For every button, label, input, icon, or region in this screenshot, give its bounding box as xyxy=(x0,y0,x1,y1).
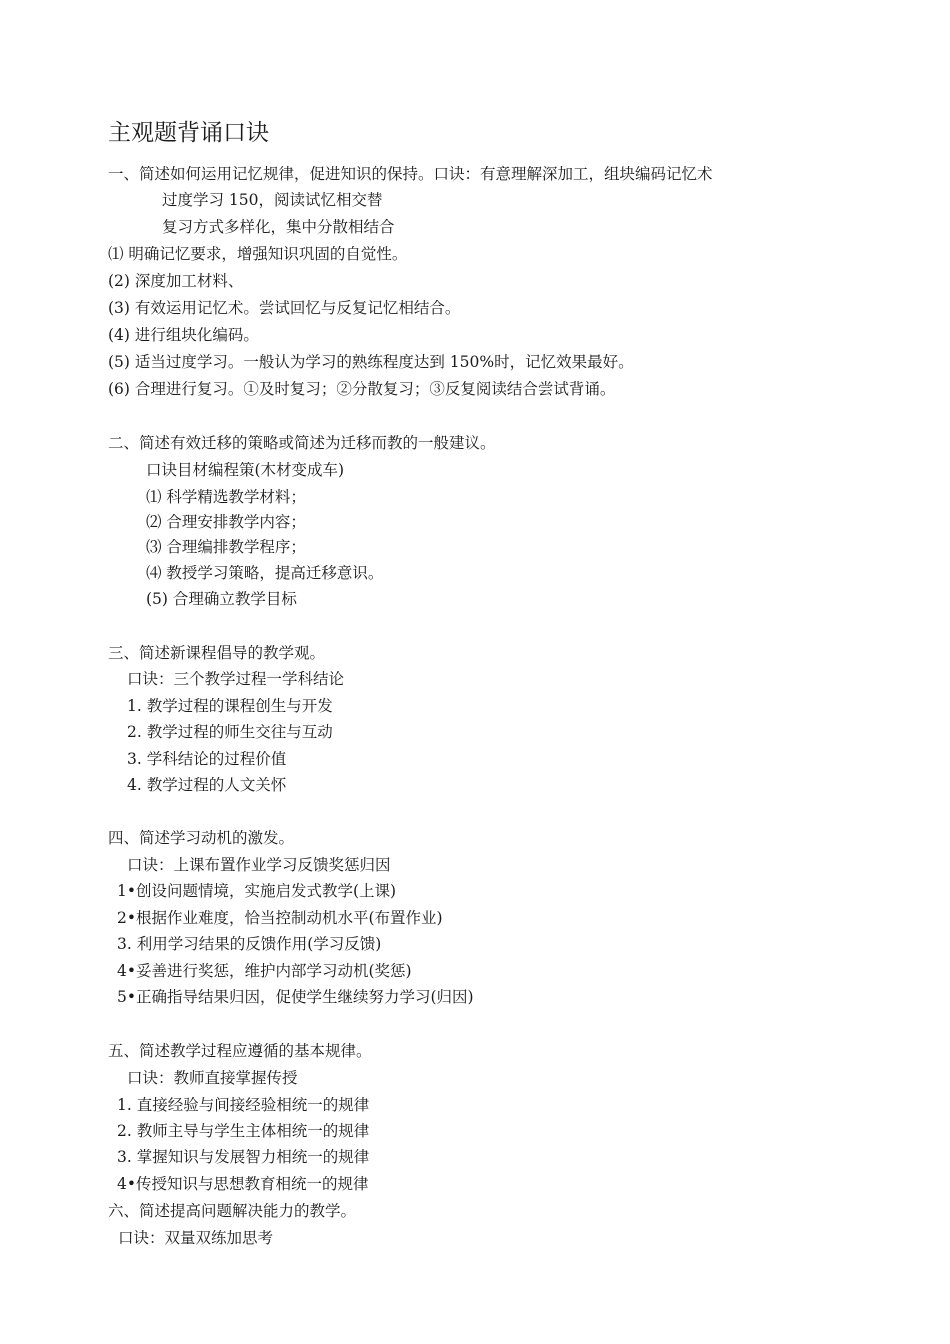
section-6-mnemonic: 口诀：双量双练加思考 xyxy=(118,1229,274,1247)
section-3-item: 4. 教学过程的人文关怀 xyxy=(127,776,287,794)
section-5-heading: 五、简述教学过程应遵循的基本规律。 xyxy=(108,1042,372,1060)
section-2-item: (5) 合理确立教学目标 xyxy=(146,590,297,608)
section-4-item: 3. 利用学习结果的反馈作用(学习反馈) xyxy=(117,935,382,953)
section-5-item: 2. 教师主导与学生主体相统一的规律 xyxy=(117,1122,370,1140)
section-4-item: 1•创设问题情境，实施启发式教学(上课) xyxy=(117,882,397,900)
section-4-item: 2•根据作业难度，恰当控制动机水平(布置作业) xyxy=(117,909,443,927)
section-1-item: ⑴ 明确记忆要求，增强知识巩固的自觉性。 xyxy=(108,245,408,263)
section-4-heading: 四、简述学习动机的激发。 xyxy=(108,829,295,847)
section-5-item: 4•传授知识与思想教育相统一的规律 xyxy=(117,1175,369,1193)
section-3-item: 1. 教学过程的课程创生与开发 xyxy=(127,697,333,715)
section-4-item: 5•正确指导结果归因，促使学生继续努力学习(归因) xyxy=(117,988,474,1006)
section-6-heading: 六、简述提高问题解决能力的教学。 xyxy=(108,1202,357,1220)
section-1-mnemonic-line-2: 复习方式多样化，集中分散相结合 xyxy=(162,218,395,236)
section-1-item: (4) 进行组块化编码。 xyxy=(108,326,259,344)
section-1-item: (3) 有效运用记忆术。尝试回忆与反复记忆相结合。 xyxy=(108,299,461,317)
section-2-item: ⑶ 合理编排教学程序； xyxy=(146,538,306,556)
section-2-heading: 二、简述有效迁移的策略或简述为迁移而教的一般建议。 xyxy=(108,434,496,452)
section-5-item: 1. 直接经验与间接经验相统一的规律 xyxy=(117,1096,370,1114)
section-3-mnemonic: 口诀：三个教学过程一学科结论 xyxy=(127,670,345,688)
section-3-item: 2. 教学过程的师生交往与互动 xyxy=(127,723,333,741)
page-title: 主观题背诵口诀 xyxy=(108,120,269,146)
section-2-item: ⑴ 科学精选教学材料； xyxy=(146,488,306,506)
section-1-mnemonic-line-1: 过度学习 150，阅读试忆相交替 xyxy=(162,191,383,209)
section-1-heading: 一、简述如何运用记忆规律，促进知识的保持。口诀：有意理解深加工，组块编码记忆术 xyxy=(108,165,713,183)
section-3-heading: 三、简述新课程倡导的教学观。 xyxy=(108,644,326,662)
section-2-item: ⑷ 教授学习策略，提高迁移意识。 xyxy=(146,564,384,582)
section-4-item: 4•妥善进行奖惩，维护内部学习动机(奖惩) xyxy=(117,962,412,980)
section-1-item: (5) 适当过度学习。一般认为学习的熟练程度达到 150%时，记忆效果最好。 xyxy=(108,353,634,371)
section-2-mnemonic: 口诀目材编程策(木材变成车) xyxy=(146,461,345,479)
section-1-item: (6) 合理进行复习。①及时复习；②分散复习；③反复阅读结合尝试背诵。 xyxy=(108,380,616,398)
section-4-mnemonic: 口诀：上课布置作业学习反馈奖惩归因 xyxy=(127,856,391,874)
section-5-mnemonic: 口诀：教师直接掌握传授 xyxy=(127,1069,298,1087)
section-2-item: ⑵ 合理安排教学内容； xyxy=(146,513,306,531)
section-3-item: 3. 学科结论的过程价值 xyxy=(127,750,287,768)
section-5-item: 3. 掌握知识与发展智力相统一的规律 xyxy=(117,1148,370,1166)
section-1-item: (2) 深度加工材料、 xyxy=(108,272,244,290)
